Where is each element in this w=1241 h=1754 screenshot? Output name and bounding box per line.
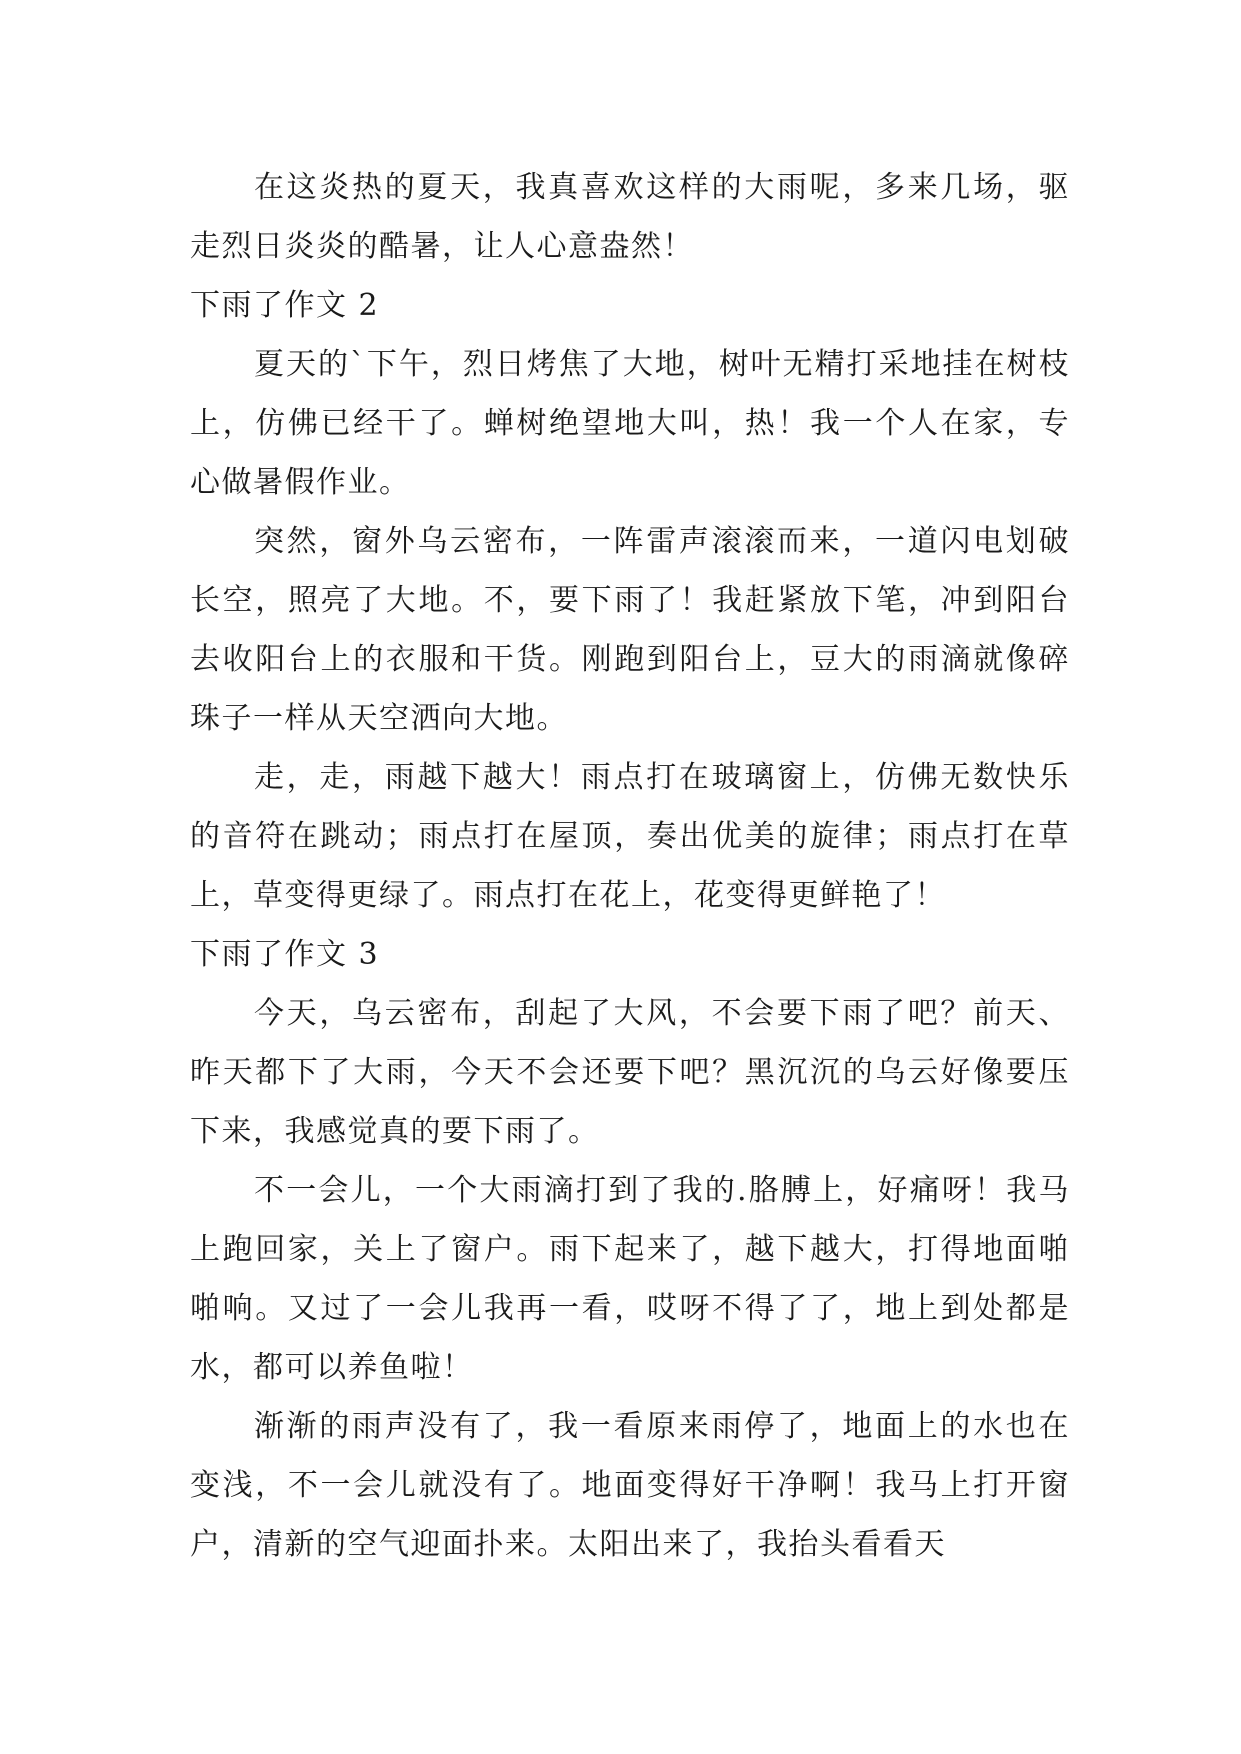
paragraph: 不一会儿，一个大雨滴打到了我的.胳膊上，好痛呀！我马上跑回家，关上了窗户。雨下起来了，越下越大，打得地面啪啪响。又过了一会儿我再一看，哎呀不得了了，地上到处都是水，都可以养鱼啦！ (190, 1173, 1070, 1385)
paragraph: 今天，乌云密布，刮起了大风，不会要下雨了吧？前天、昨天都下了大雨，今天不会还要下吧？黑沉沉的乌云好像要压下来，我感觉真的要下雨了。 (190, 996, 1070, 1149)
section-heading: 下雨了作文 3 (190, 937, 380, 972)
document-body (190, 158, 1070, 1574)
paragraph: 在这炎热的夏天，我真喜欢这样的大雨呢，多来几场，驱走烈日炎炎的酷暑，让人心意盎然！ (190, 170, 1070, 264)
paragraph: 走，走，雨越下越大！雨点打在玻璃窗上，仿佛无数快乐的音符在跳动；雨点打在屋顶，奏出优美的旋律；雨点打在草上，草变得更绿了。雨点打在花上，花变得更鲜艳了！ (190, 760, 1070, 913)
section-heading: 下雨了作文 2 (190, 288, 380, 323)
paragraph: 突然，窗外乌云密布，一阵雷声滚滚而来，一道闪电划破长空，照亮了大地。不，要下雨了！我赶紧放下笔，冲到阳台去收阳台上的衣服和干货。刚跑到阳台上，豆大的雨滴就像碎珠子一样从天空洒向大地。 (190, 524, 1070, 736)
paragraph: 渐渐的雨声没有了，我一看原来雨停了，地面上的水也在变浅，不一会儿就没有了。地面变得好干净啊！我马上打开窗户，清新的空气迎面扑来。太阳出来了，我抬头看看天 (190, 1409, 1070, 1562)
paragraph: 夏天的`下午，烈日烤焦了大地，树叶无精打采地挂在树枝上，仿佛已经干了。蝉树绝望地大叫，热！我一个人在家，专心做暑假作业。 (190, 347, 1070, 500)
